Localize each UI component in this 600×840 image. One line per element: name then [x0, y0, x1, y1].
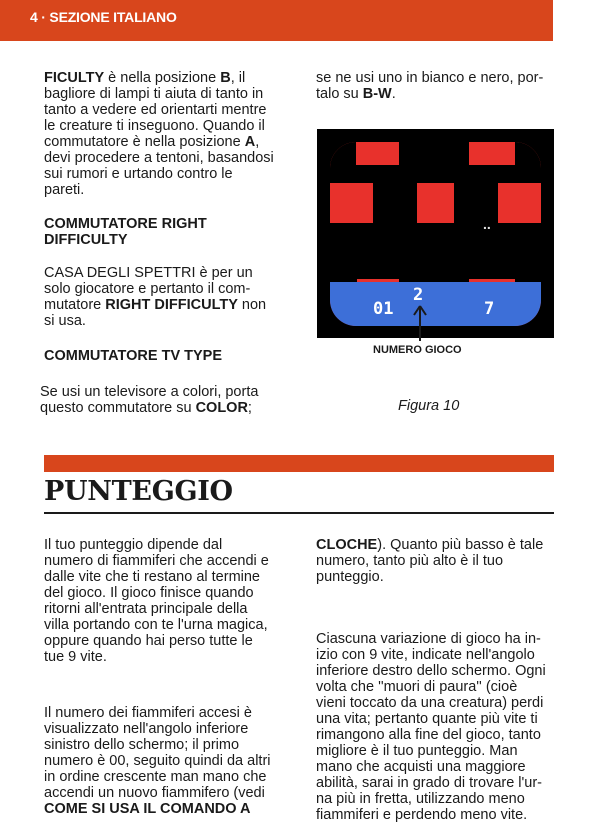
bold-term: B: [220, 70, 231, 86]
maze-wall: [454, 183, 498, 223]
bold-term: CLOCHE: [316, 537, 378, 553]
game-screen-figure: [317, 129, 554, 338]
bold-term: FICULTY: [44, 70, 105, 86]
game-number: 2: [413, 285, 424, 305]
maze-wall: [330, 223, 541, 279]
arrow-up-icon: [410, 303, 430, 343]
game-screen-svg: [317, 129, 554, 338]
paragraph-left-difficulty: FICULTY è nella posizione B, il bagliore di lampi ti aiuta di tanto in tanto a vedere ed orientarti mentre le creature ti inseguono. Quando il commutatore è nella posizione A, devi procedere a tentoni, basandosi sui rumori e urtando contro le pareti.: [44, 70, 274, 198]
section-rule: [44, 512, 554, 514]
bold-term: RIGHT DIFFICULTY: [105, 297, 238, 313]
header-bar: [0, 0, 553, 41]
maze-wall: [515, 142, 541, 165]
maze-wall: [399, 142, 469, 165]
bold-term: B-W: [362, 86, 392, 102]
matches-counter: 01: [373, 299, 394, 319]
bold-term: COME SI USA IL COMANDO A: [44, 801, 251, 817]
paragraph-cloche: CLOCHE). Quanto più basso è tale numero, tanto più alto è il tuo punteggio.: [316, 537, 544, 585]
paragraph-tv-type: Se usi un televisore a colori, porta questo commutatore su COLOR;: [40, 384, 259, 416]
heading-line: DIFFICULTY: [44, 232, 128, 248]
figure-label: Figura 10: [398, 398, 460, 414]
paragraph-matches: Il numero dei fiammiferi accesi è visualizzato nell'angolo inferiore sinistro dello schermo; il primo numero è 00, seguito quindi da altri in ordine crescente man mano che accendi un nuovo fiammifero (vedi COME SI USA IL COMANDO A: [44, 705, 271, 817]
maze-wall: [373, 183, 417, 223]
heading-line: COMMUTATORE RIGHT: [44, 216, 207, 232]
creature-eyes: ..: [483, 216, 491, 232]
section-band: [44, 455, 554, 472]
paragraph-score-intro: Il tuo punteggio dipende dal numero di fiammiferi che accendi e dalle vite che ti restano al termine del gioco. Il gioco finisce quando ritorni all'entrata principale della villa portando con te l'urna magica, oppure quando hai perso tutte le tue 9 vite.: [44, 537, 269, 665]
figure-caption: NUMERO GIOCO: [373, 344, 462, 356]
bold-term: A: [244, 134, 256, 150]
paragraph-bw: se ne usi uno in bianco e nero, por- talo su B-W.: [316, 70, 544, 102]
heading-tv-type: COMMUTATORE TV TYPE: [44, 348, 223, 364]
bold-term: COLOR: [195, 400, 248, 416]
paragraph-lives: Ciascuna variazione di gioco ha in- izio con 9 vite, indicate nell'angolo inferiore destro dello schermo. Ogni volta che ''muori di paura'' (cioè vieni toccato da una creatura) perdi una vita; pertanto quante più vite ti rimangono alla fine del gioco, tanto migliore è il tuo punteggio. Man mano che acquisti una maggiore abilità, sarai in grado di trovare l'ur- na più in fretta, utilizzando meno fiammiferi e perdendo meno vite.: [316, 631, 546, 823]
section-title: PUNTEGGIO: [44, 476, 233, 507]
lives-counter: 7: [484, 299, 495, 319]
status-band: [330, 282, 541, 326]
heading-right-difficulty: [44, 216, 207, 248]
page-label: 4 · SEZIONE ITALIANO: [30, 9, 177, 25]
paragraph-right-difficulty: CASA DEGLI SPETTRI è per un solo giocatore e pertanto il com- mutatore RIGHT DIFFICULTY non si usa.: [44, 265, 267, 329]
maze-wall: [330, 165, 541, 183]
maze-wall: [330, 142, 356, 165]
